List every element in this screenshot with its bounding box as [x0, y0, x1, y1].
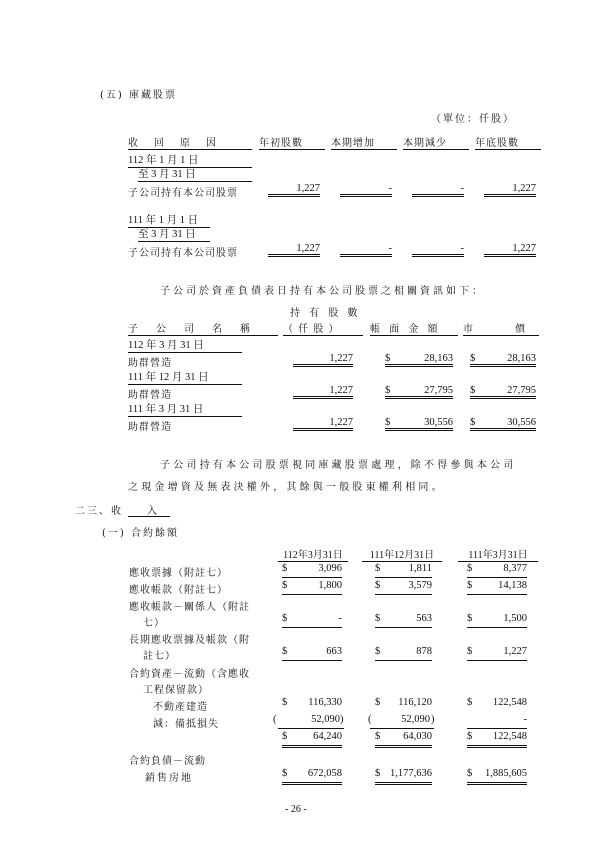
paren-open: ( — [273, 714, 277, 725]
row-label-cont: 註七） — [143, 651, 176, 662]
holding-market-value: 30,556 — [470, 417, 536, 431]
row-label-cont: 七） — [143, 618, 165, 629]
period-date-end: 至 3 月 31 日 — [138, 166, 252, 182]
row-label: 應收帳款－關係人（附註 — [129, 602, 250, 613]
header-book-value: 帳 面 金 額 — [370, 320, 458, 336]
col-header-1: 112年3月31日 — [278, 546, 348, 562]
cell-value: 878 — [416, 646, 432, 657]
cell-value: 8,377 — [503, 563, 527, 574]
paren-open: ( — [368, 714, 372, 725]
cell-value: 122,548 — [492, 731, 527, 742]
holding-date: 111 年 3 月 31 日 — [128, 401, 242, 417]
currency-symbol: $ — [282, 563, 288, 574]
cell-value: 663 — [326, 646, 342, 657]
row-label: 合約負債－流動 — [129, 756, 206, 767]
currency-symbol: $ — [375, 697, 381, 708]
holding-market-value: 27,795 — [470, 385, 536, 399]
currency-symbol: $ — [467, 563, 473, 574]
increase-value: - — [340, 243, 392, 257]
holding-date: 112 年 3 月 31 日 — [128, 337, 242, 353]
section-title: (五) 庫藏股票 — [100, 90, 177, 101]
holding-market-value: 28,163 — [470, 353, 536, 367]
underline — [370, 728, 434, 729]
currency-symbol: $ — [467, 697, 473, 708]
holding-book-value: 27,795 — [385, 385, 453, 399]
row-label-cont: 工程保留款） — [143, 685, 209, 696]
paren-close: ) — [340, 714, 344, 725]
double-underline — [282, 782, 342, 785]
header-increase: 本期增加 — [331, 134, 397, 150]
header-reason: 收 回 原 因 — [128, 134, 252, 150]
row-label: 合約資產－流動（含應收 — [129, 669, 250, 680]
underline — [282, 577, 342, 578]
currency-symbol: $ — [375, 580, 381, 591]
underline — [282, 627, 342, 628]
page-number: - 26 - — [285, 804, 307, 815]
currency-symbol: $ — [467, 580, 473, 591]
cell-value: 3,096 — [318, 563, 342, 574]
row-reason: 子公司持有本公司股票 — [128, 248, 238, 259]
currency-symbol: $ — [467, 613, 473, 624]
increase-value: - — [340, 183, 392, 197]
currency-symbol: $ — [282, 646, 288, 657]
period-date: 112 年 1 月 1 日 — [128, 152, 252, 168]
cell-value: 116,120 — [398, 697, 432, 708]
header-closing: 年底股數 — [475, 134, 541, 150]
holding-book-value: 28,163 — [385, 353, 453, 367]
header-market-value: 市 價 — [463, 320, 539, 336]
currency-symbol: $ — [375, 613, 381, 624]
underline — [375, 577, 432, 578]
unit-label: （單位：仟股） — [431, 114, 515, 125]
paren-close: ) — [431, 714, 435, 725]
cell-value: 3,579 — [408, 580, 432, 591]
market-currency: $ — [470, 385, 476, 396]
cell-value: 1,800 — [318, 580, 342, 591]
holding-date: 111 年 12 月 31 日 — [128, 369, 242, 385]
header-opening: 年初股數 — [259, 134, 325, 150]
cell-value: - — [338, 613, 342, 624]
row-label: 不動產建造 — [153, 702, 208, 713]
currency-symbol: $ — [375, 768, 381, 779]
revenue-section-title: 二三、收 入 — [75, 506, 159, 517]
row-label: 減：備抵損失 — [153, 719, 219, 730]
double-underline — [375, 745, 432, 748]
currency-symbol: $ — [282, 768, 288, 779]
cell-value: 1,177,636 — [390, 768, 432, 779]
header-shares: （ 仟 股 ） — [283, 320, 363, 336]
decrease-value: - — [412, 243, 464, 257]
row-label: 應收帳款（附註七） — [129, 585, 228, 596]
row-label: 應收票據（附註七） — [129, 568, 228, 579]
cell-value: 1,500 — [503, 613, 527, 624]
underline — [467, 577, 527, 578]
opening-value: 1,227 — [268, 183, 320, 197]
header-subsidiary: 子 公 司 名 稱 — [128, 320, 278, 336]
holding-name: 助群營造 — [128, 390, 172, 401]
currency-symbol: $ — [375, 646, 381, 657]
cell-value: 563 — [416, 613, 432, 624]
currency-symbol: $ — [467, 731, 473, 742]
holdings-header-top: 持 有 股 數 — [290, 308, 361, 319]
currency-symbol: $ — [467, 646, 473, 657]
period-date: 111 年 1 月 1 日 — [128, 212, 210, 228]
book-currency: $ — [385, 417, 391, 428]
currency-symbol: $ — [282, 697, 288, 708]
holding-shares: 1,227 — [293, 417, 353, 431]
underline — [467, 728, 527, 729]
underline — [375, 594, 432, 595]
contract-balance-title: (一) 合約餘額 — [102, 528, 179, 539]
currency-symbol: $ — [375, 731, 381, 742]
book-currency: $ — [385, 353, 391, 364]
header-decrease: 本期減少 — [403, 134, 469, 150]
cell-value: - — [523, 714, 527, 725]
cell-value: 52,090 — [401, 714, 430, 725]
row-label: 銷售房地 — [145, 773, 193, 784]
market-currency: $ — [470, 353, 476, 364]
row-label: 長期應收票據及帳款（附 — [129, 635, 250, 646]
market-currency: $ — [470, 417, 476, 428]
underline — [282, 594, 342, 595]
holding-book-value: 30,556 — [385, 417, 453, 431]
underline — [467, 627, 527, 628]
treasury-note-line1: 子公司持有本公司股票視同庫藏股票處理，除不得參與本公司 — [160, 460, 517, 471]
cell-value: 122,548 — [492, 697, 527, 708]
currency-symbol: $ — [282, 613, 288, 624]
double-underline — [282, 745, 342, 748]
closing-value: 1,227 — [484, 243, 536, 257]
col-header-3: 111年3月31日 — [458, 546, 538, 562]
holding-shares: 1,227 — [293, 385, 353, 399]
cell-value: 52,090 — [311, 714, 340, 725]
decrease-value: - — [412, 183, 464, 197]
holding-name: 助群營造 — [128, 422, 172, 433]
underline — [467, 660, 527, 661]
underline — [375, 660, 432, 661]
double-underline — [467, 782, 527, 785]
cell-value: 64,240 — [313, 731, 342, 742]
underline — [375, 627, 432, 628]
double-underline — [467, 745, 527, 748]
underline — [282, 660, 342, 661]
book-currency: $ — [385, 385, 391, 396]
cell-value: 1,811 — [408, 563, 432, 574]
currency-symbol: $ — [467, 768, 473, 779]
holding-name: 助群營造 — [128, 358, 172, 369]
cell-value: 672,058 — [307, 768, 342, 779]
cell-value: 1,885,605 — [485, 768, 527, 779]
holding-shares: 1,227 — [293, 353, 353, 367]
opening-value: 1,227 — [268, 243, 320, 257]
closing-value: 1,227 — [484, 183, 536, 197]
cell-value: 116,330 — [308, 697, 342, 708]
col-header-2: 111年12月31日 — [362, 546, 442, 562]
cell-value: 14,138 — [498, 580, 527, 591]
currency-symbol: $ — [282, 731, 288, 742]
underline — [467, 594, 527, 595]
row-reason: 子公司持有本公司股票 — [128, 188, 238, 199]
title-underline — [128, 516, 170, 517]
holdings-intro: 子公司於資產負債表日持有本公司股票之相關資訊如下： — [160, 286, 485, 297]
cell-value: 64,030 — [403, 731, 432, 742]
treasury-note-line2: 之現金增資及無表決權外，其餘與一般股東權利相同。 — [128, 482, 445, 493]
currency-symbol: $ — [375, 563, 381, 574]
cell-value: 1,227 — [503, 646, 527, 657]
underline — [278, 728, 344, 729]
double-underline — [375, 782, 432, 785]
period-date-end: 至 3 月 31 日 — [138, 226, 210, 242]
currency-symbol: $ — [282, 580, 288, 591]
